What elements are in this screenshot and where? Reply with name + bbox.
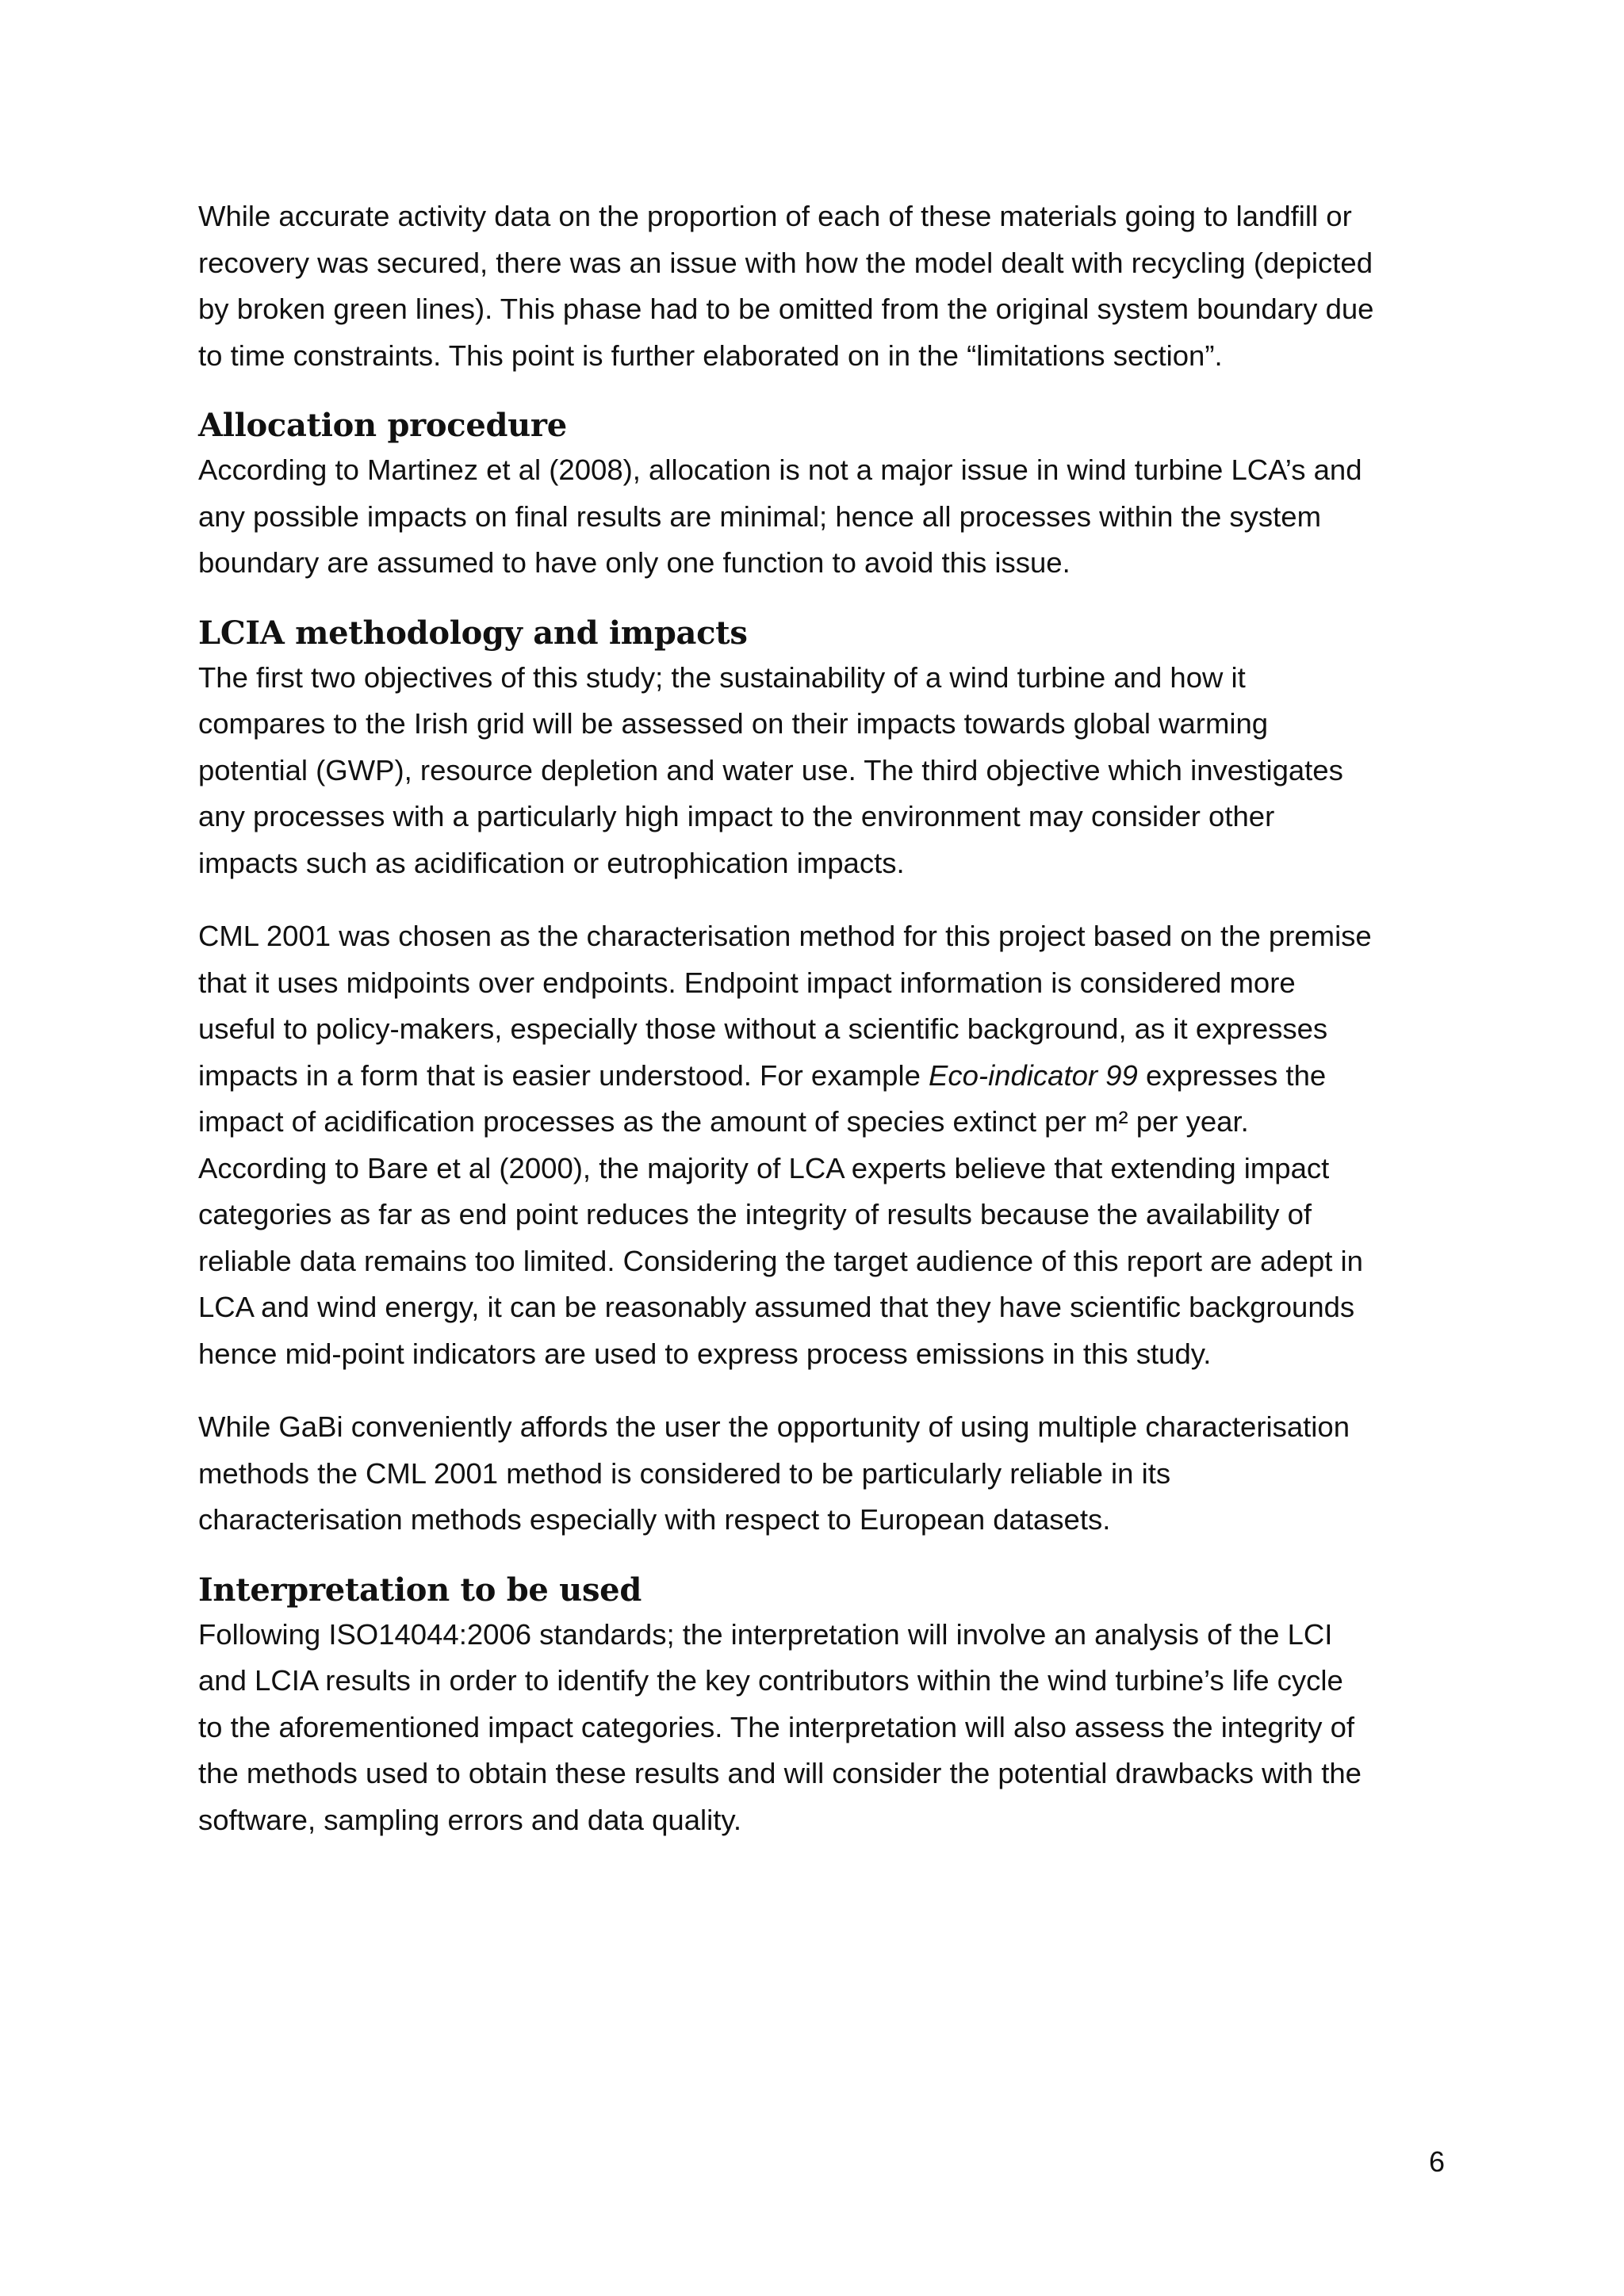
text-line: to the aforementioned impact categories. The interpretation will also assess the integrity of <box>198 1710 1355 1743</box>
text-line: reliable data remains too limited. Considering the target audience of this report are adept in <box>198 1244 1363 1277</box>
text-line: any processes with a particularly high impact to the environment may consider other <box>198 800 1275 832</box>
text-line: and LCIA results in order to identify the key contributors within the wind turbine’s life cycle <box>198 1664 1343 1697</box>
text-line: by broken green lines). This phase had to be omitted from the original system boundary due <box>198 293 1374 325</box>
text-line: impacts such as acidification or eutrophication impacts. <box>198 846 905 879</box>
text-line: While accurate activity data on the proportion of each of these materials going to landfill or <box>198 200 1352 232</box>
text-segment: impacts in a form that is easier understood. For example <box>198 1058 929 1092</box>
text-line: The first two objectives of this study; the sustainability of a wind turbine and how it <box>198 660 1246 694</box>
text-line: CML 2001 was chosen as the characterisation method for this project based on the premise <box>198 920 1372 952</box>
text-line: recovery was secured, there was an issue with how the model dealt with recycling (depicted <box>198 246 1373 279</box>
lcia-paragraph-1 <box>198 655 1443 887</box>
text-line: methods the CML 2001 method is considered to be particularly reliable in its <box>198 1456 1171 1490</box>
document-body <box>198 193 1443 1870</box>
text-line: LCA and wind energy, it can be reasonably assumed that they have scientific backgrounds <box>198 1291 1355 1323</box>
text-line: boundary are assumed to have only one function to avoid this issue. <box>198 546 1071 579</box>
text-line <box>198 1053 1443 1100</box>
italic-method-name: Eco-indicator 99 <box>929 1058 1138 1092</box>
text-line: Following ISO14044:2006 standards; the interpretation will involve an analysis of the LCI <box>198 1617 1333 1651</box>
text-line: compares to the Irish grid will be assessed on their impacts towards global warming <box>198 707 1269 740</box>
heading-interpretation: Interpretation to be used <box>198 1571 642 1609</box>
text-line: characterisation methods especially with respect to European datasets. <box>198 1503 1111 1536</box>
interpretation-paragraph <box>198 1612 1443 1844</box>
text-line: According to Bare et al (2000), the majority of LCA experts believe that extending impact <box>198 1151 1330 1184</box>
text-line: software, sampling errors and data quality. <box>198 1803 742 1836</box>
text-line: impact of acidification processes as the amount of species extinct per m² per year. <box>198 1105 1249 1138</box>
allocation-paragraph <box>198 447 1443 587</box>
text-segment: expresses the <box>1137 1058 1327 1092</box>
text-line: useful to policy-makers, especially those without a scientific background, as it expresses <box>198 1012 1328 1045</box>
text-line: According to Martinez et al (2008), allocation is not a major issue in wind turbine LCA’s and <box>198 453 1362 486</box>
lcia-paragraph-2 <box>198 913 1443 1377</box>
text-line: potential (GWP), resource depletion and water use. The third objective which investigates <box>198 753 1343 786</box>
lcia-paragraph-3 <box>198 1404 1443 1544</box>
intro-paragraph <box>198 193 1443 379</box>
text-line: While GaBi conveniently affords the user the opportunity of using multiple characterisation <box>198 1410 1350 1443</box>
text-line: the methods used to obtain these results and will consider the potential drawbacks with the <box>198 1757 1362 1789</box>
text-line: categories as far as end point reduces the integrity of results because the availability of <box>198 1198 1312 1230</box>
text-line: to time constraints. This point is further elaborated on in the “limitations section”. <box>198 339 1223 372</box>
text-line: hence mid-point indicators are used to express process emissions in this study. <box>198 1337 1212 1370</box>
text-line: any possible impacts on final results are minimal; hence all processes within the system <box>198 499 1322 533</box>
text-line: that it uses midpoints over endpoints. Endpoint impact information is considered more <box>198 966 1296 999</box>
heading-allocation-procedure: Allocation procedure <box>198 407 567 444</box>
heading-lcia-methodology: LCIA methodology and impacts <box>198 614 748 652</box>
page-number: 6 <box>1428 2145 1445 2178</box>
